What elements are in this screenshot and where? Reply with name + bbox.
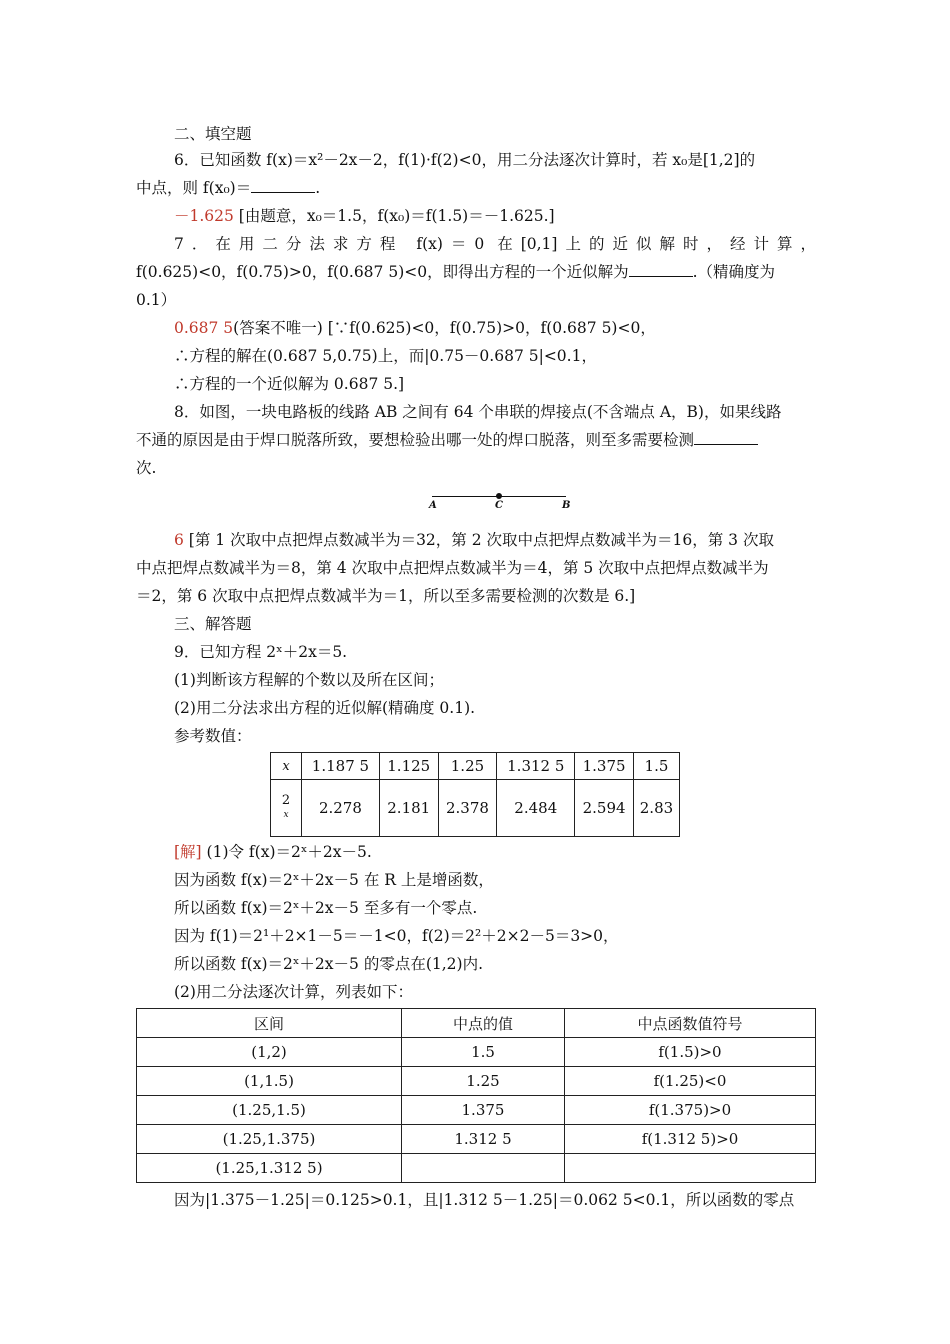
q8-answer (174, 530, 816, 550)
q6-answer (174, 206, 816, 226)
q6-line2-text: 中点，则 f(x₀)＝ (136, 179, 252, 197)
circuit-label-b: B (562, 500, 571, 511)
q8-line2 (136, 430, 816, 450)
q7-answer-value: 0.687 5 (174, 319, 234, 337)
ref-head-exp: x (283, 810, 289, 820)
q6-line1: 6．已知函数 f(x)＝x²－2x－2，f(1)·f(2)<0，用二分法逐次计算时，若 x₀是[1,2]的 (174, 151, 756, 169)
table-row (271, 780, 680, 837)
section-fill-in-title: 二、填空题 (174, 125, 252, 143)
q8-answer-value: 6 (174, 531, 184, 549)
table-cell: (1,1.5) (137, 1067, 402, 1096)
circuit-midpoint (496, 493, 502, 499)
solution-text: (1)令 f(x)＝2ˣ＋2x－5. (201, 843, 372, 861)
solution-line4: 因为 f(1)＝2¹＋2×1－5＝－1<0，f(2)＝2²＋2×2－5＝3>0， (174, 927, 619, 945)
table-cell: f(1.312 5)>0 (565, 1125, 816, 1154)
ref-y-cell: 2.278 (302, 780, 380, 837)
table-cell: 1.25 (402, 1067, 565, 1096)
q7-line2-text: f(0.625)<0，f(0.75)>0，f(0.687 5)<0，即得出方程的一个近似解为 (136, 263, 629, 281)
table-cell: f(1.375)>0 (565, 1096, 816, 1125)
q7-blank (629, 262, 693, 277)
ref-y-cell: 2.484 (497, 780, 575, 837)
q6-answer-explain: [由题意，x₀＝1.5，f(x₀)＝f(1.5)＝－1.625.] (233, 207, 555, 225)
q6-line2 (136, 178, 816, 198)
ref-y-cell: 2.83 (633, 780, 679, 837)
table-cell: 1.312 5 (402, 1125, 565, 1154)
ref-head-base: 2 (281, 793, 291, 808)
table-row (137, 1154, 816, 1183)
solution-line1 (174, 842, 816, 862)
table-header: 中点的值 (402, 1009, 565, 1038)
table-cell: 1.375 (402, 1096, 565, 1125)
ref-x-cell: 1.25 (438, 753, 497, 780)
q8-answer-line2: 中点把焊点数减半为＝8，第 4 次取中点把焊点数减半为＝4，第 5 次取中点把焊点数减半为 (136, 559, 769, 577)
ref-x-cell: 1.187 5 (302, 753, 380, 780)
table-cell: 1.5 (402, 1038, 565, 1067)
ref-x-cell: 1.125 (379, 753, 438, 780)
circuit-label-c: C (495, 500, 503, 511)
table-cell: f(1.25)<0 (565, 1067, 816, 1096)
circuit-label-a: A (429, 500, 437, 511)
ref-x-cell: 1.5 (633, 753, 679, 780)
q8-answer-explain: [第 1 次取中点把焊点数减半为＝32，第 2 次取中点把焊点数减半为＝16，第 3 次取 (183, 531, 774, 549)
q9-line1: 9．已知方程 2ˣ＋2x＝5. (174, 643, 348, 661)
table-cell: (1.25,1.312 5) (137, 1154, 402, 1183)
q7-answer (174, 318, 816, 338)
section-solve-title: 三、解答题 (174, 615, 252, 633)
table-row (137, 1125, 816, 1154)
q8-blank (694, 430, 758, 445)
q7-line1: 7．在用二分法求方程 f(x)＝0 在[0,1]上的近似解时，经计算， (174, 235, 816, 253)
table-header: 区间 (137, 1009, 402, 1038)
solution-line5: 所以函数 f(x)＝2ˣ＋2x－5 的零点在(1,2)内. (174, 955, 483, 973)
ref-y-cell: 2.594 (575, 780, 634, 837)
q7-answer-line2: ∴方程的解在(0.687 5,0.75)上，而|0.75－0.687 5|<0.1， (174, 347, 597, 365)
solution-line2: 因为函数 f(x)＝2ˣ＋2x－5 在 R 上是增函数， (174, 871, 494, 889)
table-row (271, 753, 680, 780)
q9-line2: (1)判断该方程解的个数以及所在区间； (174, 671, 444, 689)
circuit-diagram (424, 488, 580, 518)
q6-line2-end: . (315, 179, 321, 197)
q6-blank (251, 178, 315, 193)
solution-line3: 所以函数 f(x)＝2ˣ＋2x－5 至多有一个零点. (174, 899, 478, 917)
q7-line3: 0.1） (136, 291, 177, 309)
solution-line6: (2)用二分法逐次计算，列表如下： (174, 983, 413, 1001)
table-cell (565, 1154, 816, 1183)
ref-head-2x (271, 780, 302, 837)
ref-y-cell: 2.181 (379, 780, 438, 837)
table-cell (402, 1154, 565, 1183)
ref-head-x: x (271, 753, 302, 780)
table-cell: f(1.5)>0 (565, 1038, 816, 1067)
conclusion-line: 因为|1.375－1.25|＝0.125>0.1，且|1.312 5－1.25|＝0.062 5<0.1，所以函数的零点 (174, 1191, 795, 1209)
q9-line4: 参考数值： (174, 727, 252, 745)
table-row (137, 1096, 816, 1125)
table-row (137, 1067, 816, 1096)
ref-x-cell: 1.312 5 (497, 753, 575, 780)
reference-table (270, 752, 680, 837)
q8-answer-line3: ＝2，第 6 次取中点把焊点数减半为＝1，所以至多需要检测的次数是 6.] (136, 587, 636, 605)
ref-y-cell: 2.378 (438, 780, 497, 837)
table-cell: (1,2) (137, 1038, 402, 1067)
q6-answer-value: －1.625 (174, 207, 234, 225)
table-cell: (1.25,1.375) (137, 1125, 402, 1154)
q7-answer-line3: ∴方程的一个近似解为 0.687 5.] (174, 375, 405, 393)
q8-line1: 8．如图，一块电路板的线路 AB 之间有 64 个串联的焊接点(不含端点 A，B)，如果线路 (174, 403, 782, 421)
q7-answer-explain: (答案不唯一) [∵f(0.625)<0，f(0.75)>0，f(0.687 5)<0， (233, 319, 656, 337)
ref-x-cell: 1.375 (575, 753, 634, 780)
table-cell: (1.25,1.5) (137, 1096, 402, 1125)
table-row (137, 1009, 816, 1038)
table-header: 中点函数值符号 (565, 1009, 816, 1038)
bisection-table (136, 1008, 816, 1183)
q7-line2-end: .（精确度为 (692, 263, 776, 281)
solution-tag: [解] (174, 843, 202, 861)
q7-line2 (136, 262, 816, 282)
table-row (137, 1038, 816, 1067)
q8-line3: 次. (136, 459, 157, 477)
q8-line2-text: 不通的原因是由于焊口脱落所致，要想检验出哪一处的焊口脱落，则至多需要检测 (136, 431, 695, 449)
q9-line3: (2)用二分法求出方程的近似解(精确度 0.1). (174, 699, 476, 717)
